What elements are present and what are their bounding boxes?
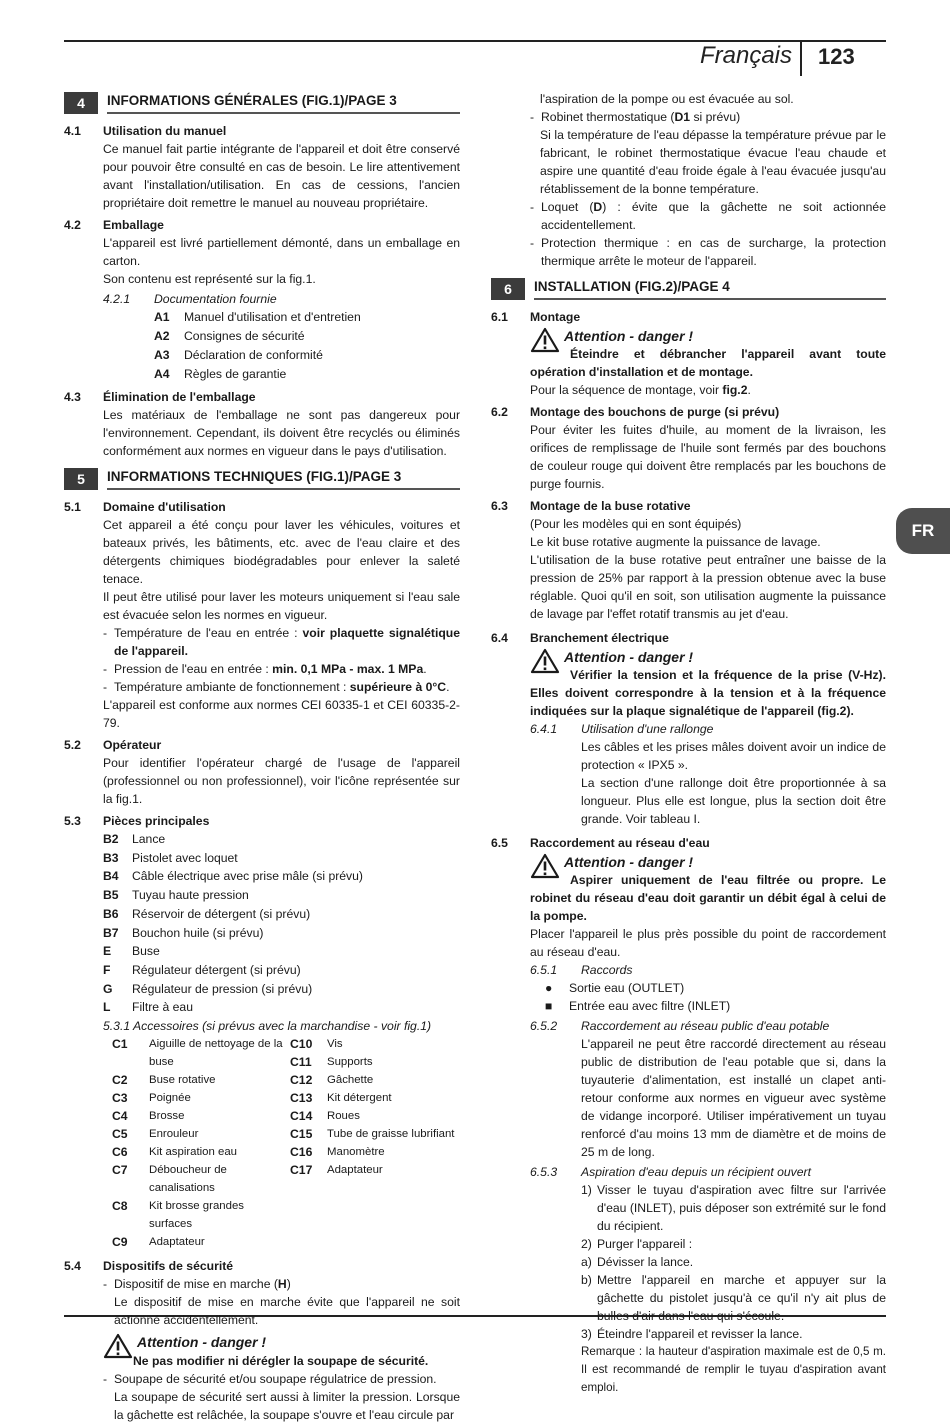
- item-label: Buse rotative: [149, 1074, 216, 1087]
- item-label: Kit aspiration eau: [149, 1146, 238, 1159]
- item-code: C11: [290, 1055, 312, 1070]
- list-item: [290, 1071, 454, 1089]
- item-label: Supports: [327, 1056, 373, 1069]
- accessories-column: [112, 1035, 290, 1251]
- list-item: [290, 1107, 454, 1125]
- subsubsection-6-5-2: 6.5.2 Raccordement au réseau public d'eau potable: [530, 1019, 830, 1033]
- item-label: Kit détergent: [327, 1092, 392, 1105]
- item-label: Poignée: [149, 1092, 191, 1105]
- section-number: 4: [64, 92, 98, 114]
- item-label: Brosse: [149, 1110, 185, 1123]
- paragraph: l'aspiration de la pompe ou est évacuée au sol.: [540, 92, 794, 106]
- step-item: b) Mettre l'appareil en marche et appuyer sur la gâchette du pistolet jusqu'à ce qu'il n'y ait plus de bulles d'air dans l'eau qui s'écoule.: [581, 1273, 886, 1323]
- item-label: Manomètre: [327, 1146, 385, 1159]
- documentation-list: [64, 308, 460, 384]
- subsubsection-6-5-3: 6.5.3 Aspiration d'eau depuis un récipient ouvert: [530, 1165, 811, 1179]
- item-label: Gâchette: [327, 1074, 374, 1087]
- list-item: [103, 886, 460, 905]
- safety-item: - Soupape de sécurité et/ou soupape régulatrice de pression.: [103, 1372, 437, 1387]
- item-label: Manuel d'utilisation et d'entretien: [184, 310, 361, 324]
- list-item: [112, 1035, 290, 1071]
- item-code: L: [103, 1000, 111, 1015]
- warning-text: Ne pas modifier ni dérégler la soupape de sécurité.: [133, 1354, 429, 1369]
- paragraph: Les câbles et les prises mâles doivent avoir un indice de protection « IPX5 ».: [581, 740, 886, 772]
- filled-circle-icon: ●: [545, 981, 553, 995]
- safety-item: - Protection thermique : en cas de surcharge, la protection thermique arrête le moteur de l'appareil.: [530, 236, 886, 268]
- item-label: Pistolet avec loquet: [132, 850, 238, 865]
- subsubsection-4-2-1: 4.2.1 Documentation fournie: [103, 292, 277, 306]
- list-item: [103, 998, 460, 1017]
- item-code: A3: [154, 348, 170, 362]
- list-item: ● Sortie eau (OUTLET): [545, 981, 685, 995]
- step-item: a) Dévisser la lance.: [581, 1255, 694, 1269]
- item-code: F: [103, 962, 111, 977]
- item-label: Tuyau haute pression: [132, 888, 249, 903]
- safety-item: - Robinet thermostatique (D1 si prévu): [530, 110, 741, 124]
- paragraph: Pour identifier l'opérateur chargé de l'usage de l'appareil (professionnel ou non professionnel), voir l'icône représentée sur la fig.1.: [103, 756, 460, 806]
- list-item: [154, 327, 460, 346]
- section-number: 6: [491, 278, 525, 300]
- item-code: C16: [290, 1145, 313, 1160]
- item-code: B7: [103, 925, 119, 940]
- item-code: C13: [290, 1091, 313, 1106]
- paragraph: Le dispositif de mise en marche évite que l'appareil ne soit actionné accidentellement.: [114, 1295, 460, 1328]
- subsubsection-6-4-1: 6.4.1 Utilisation d'une rallonge: [530, 722, 714, 736]
- item-code: C5: [112, 1127, 128, 1142]
- list-item: [103, 830, 460, 849]
- subsection-6-1: 6.1 Montage: [491, 310, 581, 324]
- item-label: Câble électrique avec prise mâle (si prévu): [132, 869, 363, 884]
- spec-item: - Température de l'eau en entrée : voir plaquette signalétique de l'appareil.: [103, 626, 460, 658]
- paragraph: Si la température de l'eau dépasse la température prévue par le fabricant, le robinet thermostatique évacue l'eau chaude et aspire une quantité d'eau froide égale à l'eau évacuée jusqu'au rétablissement de la bonne température.: [540, 128, 886, 196]
- item-label: Réservoir de détergent (si prévu): [132, 906, 311, 921]
- language-label: Français: [699, 42, 792, 69]
- list-item: [103, 942, 460, 961]
- item-code: C3: [112, 1091, 128, 1106]
- list-item: [103, 924, 460, 943]
- item-code: C6: [112, 1145, 128, 1160]
- item-code: C17: [290, 1163, 313, 1178]
- list-item: ■ Entrée eau avec filtre (INLET): [545, 999, 731, 1013]
- list-item: [290, 1053, 454, 1071]
- item-code: C10: [290, 1037, 313, 1052]
- item-label: Tube de graisse lubrifiant: [327, 1128, 455, 1141]
- warning-triangle-icon: [103, 1333, 133, 1359]
- list-item: [103, 961, 460, 980]
- list-item: [112, 1161, 290, 1197]
- procedure-steps: [491, 1181, 886, 1397]
- item-label: Kit brosse grandes surfaces: [149, 1200, 244, 1231]
- paragraph: Pour éviter les fuites d'huile, au moment de la livraison, les orifices de remplissage de l'huile sont fermés par des bouchons de couleur rouge qui doivent être remplacés par les bouchons de purge fournis.: [530, 423, 886, 491]
- list-item: [290, 1089, 454, 1107]
- item-code: E: [103, 944, 112, 959]
- item-code: A2: [154, 329, 170, 343]
- filled-square-icon: ■: [545, 999, 553, 1013]
- item-label: Régulateur détergent (si prévu): [132, 962, 301, 977]
- paragraph: Pour la séquence de montage, voir fig.2.: [530, 383, 751, 397]
- paragraph: Le kit buse rotative augmente la puissance de lavage.: [530, 535, 821, 549]
- paragraph: L'appareil est livré partiellement démonté, dans un emballage en carton.: [103, 236, 460, 268]
- paragraph: Ce manuel fait partie intégrante de l'appareil et doit être conservé pour pouvoir être consulté en cas de besoin. Le lire attentivement avant l'installation/utilisation. En cas de cessions, l'ancien propriétaire doit remettre le manuel au nouveau propriétaire.: [103, 142, 460, 210]
- list-item: [112, 1107, 290, 1125]
- item-code: C14: [290, 1109, 313, 1124]
- list-item: [112, 1233, 290, 1251]
- item-code: B5: [103, 888, 119, 903]
- paragraph: Placer l'appareil le plus près possible du point de raccordement au réseau d'eau.: [530, 927, 886, 959]
- section-6-heading: [491, 276, 886, 300]
- item-code: B4: [103, 869, 119, 884]
- paragraph: Il peut être utilisé pour laver les moteurs uniquement si l'eau sale est évacuée selon les normes en vigueur.: [103, 590, 460, 622]
- paragraph: Cet appareil a été conçu pour laver les véhicules, voitures et bateaux privés, les bâtiments, etc. avec de l'eau claire et des détergents chimiques biodégradables pour enlever la saleté tenace.: [103, 518, 460, 586]
- list-item: [112, 1125, 290, 1143]
- item-label: Enrouleur: [149, 1128, 199, 1141]
- warning-text: Éteindre et débrancher l'appareil avant toute opération d'installation et de montage.: [530, 347, 886, 379]
- item-code: C4: [112, 1109, 128, 1124]
- warning-text: Aspirer uniquement de l'eau filtrée ou propre. Le robinet du réseau d'eau doit garantir un débit égal à celui de la pompe.: [530, 873, 886, 923]
- item-code: C15: [290, 1127, 313, 1142]
- warning-title: Attention - danger !: [564, 328, 694, 344]
- paragraph: L'appareil ne peut être raccordé directement au réseau public de distribution de l'eau potable que si, dans la tuyauterie d'alimentation, est installé un clapet anti-retour conforme aux normes en vigueur avec système de vidange incorporé. Utiliser impérativement un tuyau renforcé d'au moins 13 mm de diamètre et de moins de 25 m de long.: [581, 1037, 886, 1159]
- item-label: Adaptateur: [327, 1164, 383, 1177]
- item-label: Déboucheur de canalisations: [149, 1164, 227, 1195]
- subsection-6-4: 6.4 Branchement électrique: [491, 631, 669, 645]
- list-item: [154, 346, 460, 365]
- item-code: B6: [103, 906, 119, 921]
- item-label: Roues: [327, 1110, 360, 1123]
- list-item: [112, 1089, 290, 1107]
- note: Remarque : la hauteur d'aspiration maximale est de 0,5 m. Il est recommandé de remplir le tuyau d'aspiration avant emploi.: [581, 1345, 886, 1394]
- item-label: Règles de garantie: [184, 367, 287, 381]
- paragraph: La section d'une rallonge doit être proportionnée à sa longueur. Plus elle est longue, plus la section doit être grande. Voir tableau I.: [581, 776, 886, 826]
- accessories-title: 5.3.1 Accessoires (si prévus avec la marchandise - voir fig.1): [103, 1019, 432, 1034]
- left-column: [64, 90, 460, 1424]
- paragraph: Son contenu est représenté sur la fig.1.: [103, 272, 316, 286]
- right-column: [491, 90, 886, 1397]
- warning-title: Attention - danger !: [564, 649, 694, 665]
- item-label: Consignes de sécurité: [184, 329, 305, 343]
- warning-triangle-icon: [530, 327, 560, 353]
- item-code: C2: [112, 1073, 128, 1088]
- subsubsection-6-5-1: 6.5.1 Raccords: [530, 963, 633, 977]
- accessories-column: [290, 1035, 454, 1251]
- paragraph: L'utilisation de la buse rotative peut entraîner une baisse de la pression de 25% par rapport à la pression obtenue avec la buse réglable. Quoi qu'il en soit, son utilisation augmente la puissance de lavage par l'effet rotatif transmis au jet d'eau.: [530, 553, 886, 621]
- step-item: 2) Purger l'appareil :: [581, 1237, 693, 1251]
- item-code: C8: [112, 1199, 128, 1214]
- subsection-4-1: 4.1 Utilisation du manuel: [64, 124, 227, 138]
- step-item: 3) Éteindre l'appareil et revisser la lance.: [581, 1327, 803, 1341]
- subsection-6-5: 6.5 Raccordement au réseau d'eau: [491, 836, 710, 850]
- item-code: A4: [154, 367, 170, 381]
- safety-item: - Dispositif de mise en marche (H): [103, 1277, 291, 1292]
- list-item: [112, 1143, 290, 1161]
- subsection-5-1: 5.1 Domaine d'utilisation: [64, 500, 226, 514]
- paragraph: Les matériaux de l'emballage ne sont pas dangereux pour l'environnement. Cependant, ils doivent être recyclés ou éliminés conformément aux normes en vigueur dans le pays d'utilisation.: [103, 408, 460, 458]
- warning-title: Attention - danger !: [564, 854, 694, 870]
- item-label: Régulateur de pression (si prévu): [132, 981, 313, 996]
- item-label: Déclaration de conformité: [184, 348, 323, 362]
- accessories-table: [64, 1035, 460, 1251]
- subsection-5-3: 5.3 Pièces principales: [64, 814, 210, 828]
- subsection-5-2: 5.2 Opérateur: [64, 738, 162, 752]
- warning-text: Vérifier la tension et la fréquence de la prise (V-Hz). Elles doivent correspondre à la tension et à la fréquence indiquées sur la plaque signalétique de l'appareil (fig.2).: [530, 668, 886, 718]
- list-item: [290, 1143, 454, 1161]
- list-item: [103, 980, 460, 999]
- item-code: G: [103, 981, 113, 996]
- list-item: [290, 1161, 454, 1179]
- list-item: [103, 905, 460, 924]
- warning-title: Attention - danger !: [137, 1334, 267, 1351]
- safety-item: - Loquet (D) : évite que la gâchette ne soit actionnée accidentellement.: [530, 200, 886, 232]
- item-label: Buse: [132, 944, 160, 959]
- item-code: C9: [112, 1235, 128, 1250]
- section-title: INFORMATIONS GÉNÉRALES (FIG.1)/PAGE 3: [107, 90, 460, 114]
- warning-triangle-icon: [530, 648, 560, 674]
- paragraph: (Pour les modèles qui en sont équipés): [530, 517, 742, 531]
- step-item: 1) Visser le tuyau d'aspiration avec filtre sur l'arrivée d'eau (INLET), puis déposer son extrémité sur le fond du récipient.: [581, 1183, 886, 1233]
- item-code: B3: [103, 850, 119, 865]
- item-label: Lance: [132, 832, 166, 846]
- warning-triangle-icon: [530, 853, 560, 879]
- section-5-heading: [64, 466, 460, 490]
- section-title: INSTALLATION (FIG.2)/PAGE 4: [534, 276, 886, 300]
- list-item: [290, 1035, 454, 1053]
- item-label: Aiguille de nettoyage de la buse: [149, 1038, 283, 1069]
- item-code: C7: [112, 1163, 128, 1178]
- paragraph: L'appareil est conforme aux normes CEI 60335-1 et CEI 60335-2-79.: [103, 698, 460, 730]
- page-number: 123: [818, 44, 855, 69]
- warning-box: [64, 1332, 460, 1370]
- header-divider: [800, 40, 802, 76]
- item-code: A1: [154, 310, 170, 324]
- language-side-tab: FR: [896, 508, 950, 554]
- item-label: Vis: [327, 1038, 343, 1051]
- section-4-heading: [64, 90, 460, 114]
- list-item: [112, 1197, 290, 1233]
- spec-item: - Température ambiante de fonctionnement : supérieure à 0°C.: [103, 680, 450, 694]
- item-code: C1: [112, 1037, 128, 1052]
- list-item: [290, 1125, 454, 1143]
- parts-list: [64, 830, 460, 1017]
- item-label: Adaptateur: [149, 1236, 205, 1249]
- item-code: C12: [290, 1073, 313, 1088]
- subsection-6-3: 6.3 Montage de la buse rotative: [491, 499, 691, 513]
- section-title: INFORMATIONS TECHNIQUES (FIG.1)/PAGE 3: [107, 466, 460, 490]
- subsection-6-2: 6.2 Montage des bouchons de purge (si prévu): [491, 405, 780, 419]
- section-number: 5: [64, 468, 98, 490]
- list-item: [103, 867, 460, 886]
- subsection-4-2: 4.2 Emballage: [64, 218, 164, 232]
- item-code: B2: [103, 832, 119, 846]
- list-item: [112, 1071, 290, 1089]
- list-item: [154, 365, 460, 384]
- item-label: Filtre à eau: [132, 1000, 193, 1015]
- subsection-5-4: 5.4 Dispositifs de sécurité: [64, 1259, 234, 1274]
- subsection-4-3: 4.3 Élimination de l'emballage: [64, 390, 256, 404]
- item-label: Bouchon huile (si prévu): [132, 925, 264, 940]
- spec-item: - Pression de l'eau en entrée : min. 0,1 MPa - max. 1 MPa.: [103, 662, 427, 676]
- list-item: [154, 308, 460, 327]
- paragraph: La soupape de sécurité sert aussi à limiter la pression. Lorsque la gâchette est relâchée, la soupape s'ouvre et l'eau circule par: [114, 1390, 460, 1423]
- list-item: [103, 849, 460, 868]
